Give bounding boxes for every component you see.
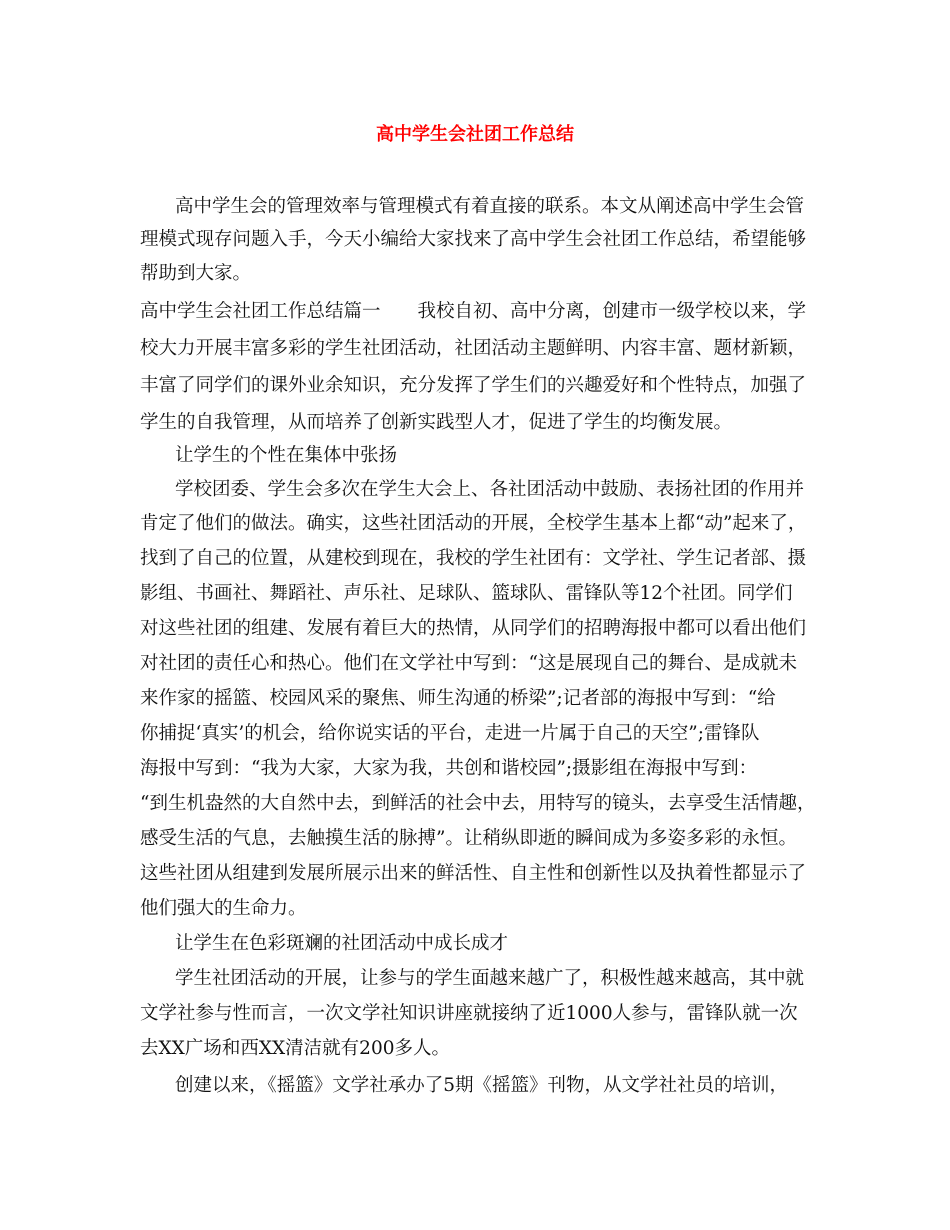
paragraph-line: 对社团的责任心和热心。他们在文学社中写到：“这是展现自己的舞台、是成就未: [140, 653, 797, 674]
paragraph-line: 他们强大的生命力。: [140, 898, 307, 919]
paragraph-line: 对这些社团的组建、发展有着巨大的热情，从同学们的招聘海报中都可以看出他们: [140, 618, 807, 639]
paragraph-line: 肯定了他们的做法。确实，这些社团活动的开展，全校学生基本上都“动”起来了，: [140, 513, 807, 534]
paragraph-line: 理模式现存问题入手，今天小编给大家找来了高中学生会社团工作总结，希望能够: [140, 229, 807, 250]
paragraph-line: 学校团委、学生会多次在学生大会上、各社团活动中鼓励、表扬社团的作用并: [175, 479, 805, 500]
paragraph-line: 校大力开展丰富多彩的学生社团活动，社团活动主题鲜明、内容丰富、题材新颖，: [140, 338, 807, 359]
paragraph-line: 高中学生会社团工作总结篇一 我校自初、高中分离，创建市一级学校以来，学: [140, 301, 807, 322]
paragraph-line: “到生机盎然的大自然中去，到鲜活的社会中去，用特写的镜头，去享受生活情趣，: [140, 793, 816, 814]
paragraph-line: 你捕捉‘真实’的机会，给你说实话的平台，走进一片属于自己的天空”;雷锋队: [140, 723, 760, 744]
section-heading: 让学生的个性在集体中张扬: [175, 445, 398, 466]
paragraph-line: 去XX广场和西XX清洁就有200多人。: [140, 1038, 450, 1059]
paragraph-line: 这些社团从组建到发展所展示出来的鲜活性、自主性和创新性以及执着性都显示了: [140, 863, 807, 884]
paragraph-line: 文学社参与性而言，一次文学社知识讲座就接纳了近1000人参与，雷锋队就一次: [140, 1003, 798, 1024]
paragraph-line: 学生的自我管理，从而培养了创新实践型人才，促进了学生的均衡发展。: [140, 412, 733, 433]
paragraph-line: 影组、书画社、舞蹈社、声乐社、足球队、篮球队、雷锋队等12个社团。同学们: [140, 583, 793, 604]
paragraph-line: 找到了自己的位置，从建校到现在，我校的学生社团有：文学社、学生记者部、摄: [140, 548, 807, 569]
paragraph-line: 创建以来，《摇篮》文学社承办了5期《摇篮》刊物，从文学社社员的培训，: [175, 1075, 789, 1096]
document-title: 高中学生会社团工作总结: [376, 124, 574, 145]
paragraph-line: 感受生活的气息，去触摸生活的脉搏”。让稍纵即逝的瞬间成为多姿多彩的永恒。: [140, 828, 797, 849]
paragraph-line: 高中学生会的管理效率与管理模式有着直接的联系。本文从阐述高中学生会管: [175, 196, 805, 217]
paragraph-line: 学生社团活动的开展，让参与的学生面越来越广了，积极性越来越高，其中就: [175, 968, 805, 989]
paragraph-line: 来作家的摇篮、校园风采的聚焦、师生沟通的桥梁”;记者部的海报中写到：“给: [140, 688, 776, 709]
section-heading: 让学生在色彩斑斓的社团活动中成长成才: [175, 933, 509, 954]
paragraph-line: 海报中写到：“我为大家，大家为我，共创和谐校园”;摄影组在海报中写到：: [140, 758, 758, 779]
paragraph-line: 帮助到大家。: [140, 263, 252, 284]
paragraph-line: 丰富了同学们的课外业余知识，充分发挥了学生们的兴趣爱好和个性特点，加强了: [140, 375, 807, 396]
